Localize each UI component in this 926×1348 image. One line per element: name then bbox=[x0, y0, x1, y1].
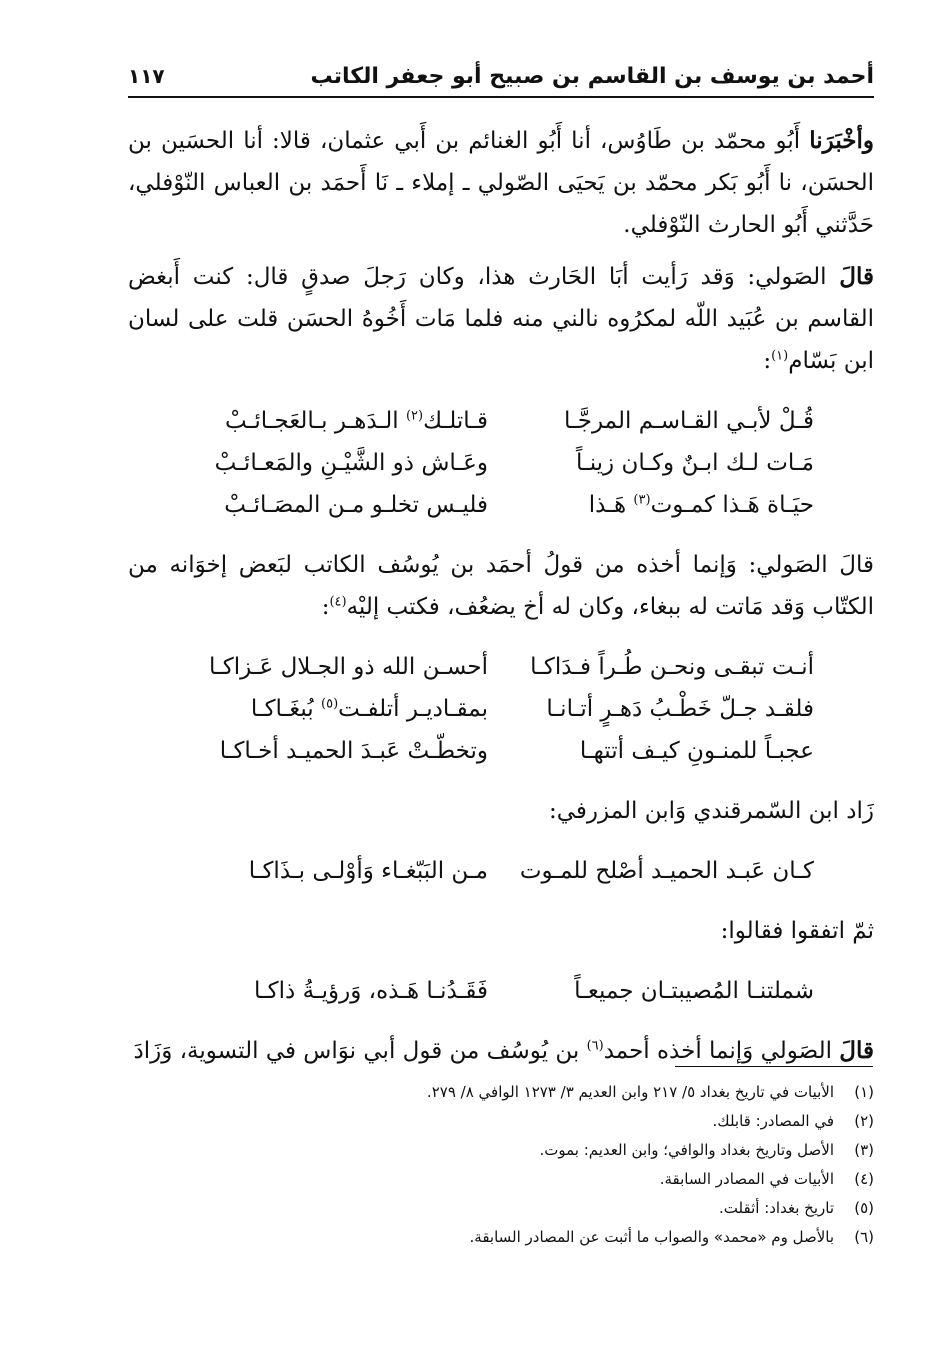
paragraph-text: الصَولي وَإنما أخذه أحمد bbox=[603, 1038, 840, 1064]
paragraph-lead: وأخْبَرَنا bbox=[809, 127, 874, 154]
footnote-ref: (٤) bbox=[329, 594, 347, 610]
page-header bbox=[128, 56, 874, 98]
hemistich-right bbox=[514, 484, 814, 526]
footnote-number: (٣) bbox=[854, 1141, 874, 1159]
footnote-number: (٤) bbox=[854, 1170, 874, 1188]
verse bbox=[128, 442, 874, 484]
hemistich-left bbox=[188, 400, 488, 442]
hemistich-left: أحسـن الله ذو الجـلال عَـزاكـا bbox=[209, 654, 488, 680]
transmission-note-2: ثمّ اتفقوا فقالوا: bbox=[720, 918, 874, 944]
poem-3 bbox=[128, 850, 874, 892]
poem-1 bbox=[128, 400, 874, 526]
footnote-ref: (١) bbox=[771, 348, 789, 364]
verse-text: قـاتلـك bbox=[423, 408, 488, 434]
paragraph-3 bbox=[128, 544, 874, 628]
hemistich-left: فليـس تخلـو مـن المصَـائـبْ bbox=[224, 492, 488, 518]
footnote-text: الأصل وتاريخ بغداد والوافي؛ وابن العديم: بموت. bbox=[539, 1141, 834, 1159]
footnotes bbox=[128, 1078, 874, 1252]
hemistich-left: مـن البَبّغـاء وَأوْلـى بـذَاكـا bbox=[248, 858, 488, 884]
hemistich-left bbox=[188, 688, 488, 730]
hemistich-left: وتخطّـتْ عَبـدَ الحميـد أخـاكـا bbox=[219, 738, 488, 764]
footnote-ref: (٣) bbox=[633, 492, 651, 508]
verse bbox=[128, 400, 874, 442]
footnote-text: الأبيات في المصادر السابقة. bbox=[659, 1170, 834, 1188]
main-text bbox=[128, 120, 874, 1082]
footnote bbox=[128, 1223, 874, 1252]
footnote-text: بالأصل وم «محمد» والصواب ما أثبت عن المصادر السابقة. bbox=[469, 1228, 834, 1246]
paragraph-text: الصَولي: وَقد رَأيت أبَا الحَارث هذا، وكان رَجلَ صدقٍ قال: كنت أَبغض القاسم بن عُبَيد اللّه لمكرُوه نالني منه فلما مَات أَخُوهُ الحسَن قلت على لسان ابن بَسّام bbox=[128, 264, 874, 374]
hemistich-right: أنـت تبقـى ونحـن طُـراً فـدَاكـا bbox=[530, 654, 814, 680]
footnote-text: الأبيات في تاريخ بغداد ٥/ ٢١٧ وابن العديم ٣/ ١٢٧٣ الوافي ٨/ ٢٧٩. bbox=[426, 1083, 834, 1101]
footnote-number: (٦) bbox=[854, 1228, 874, 1246]
hemistich-right: مَـات لـك ابـنٌ وكـان زينـاً bbox=[575, 450, 814, 476]
paragraph-end: : bbox=[321, 594, 330, 620]
hemistich-right: كـان عَبـد الحميـد أصْلح للمـوت bbox=[519, 858, 814, 884]
verse bbox=[128, 484, 874, 526]
footnote bbox=[128, 1136, 874, 1165]
hemistich-left: وعَـاش ذو الشَّيْـنِ والمَعـائـبْ bbox=[214, 450, 488, 476]
poem-2 bbox=[128, 646, 874, 772]
verse bbox=[128, 646, 874, 688]
hemistich-right: عجبـاً للمنـونِ كيـف أتتهـا bbox=[579, 738, 814, 764]
footnote-number: (١) bbox=[854, 1083, 874, 1101]
paragraph-1 bbox=[128, 120, 874, 246]
footnote-number: (٥) bbox=[854, 1199, 874, 1217]
verse-text: حيَـاة هَـذا كمـوت bbox=[650, 492, 814, 518]
page-number: ١١٧ bbox=[128, 64, 165, 88]
verse-text: بُبغَـاكـا bbox=[250, 696, 322, 722]
verse-text: هَـذا bbox=[588, 492, 634, 518]
footnote-ref: (٥) bbox=[321, 696, 339, 712]
verse bbox=[128, 850, 874, 892]
paragraph-lead: قالَ bbox=[839, 1037, 874, 1064]
footnote-separator bbox=[675, 1066, 873, 1067]
footnote bbox=[128, 1194, 874, 1223]
paragraph-text: أَبُو محمّد بن طَاوُس، أنا أَبُو الغنائم بن أَبي عثمان، قالا: أنا الحسَين بن الحسَن، نا أَبُو بَكر محمّد بن يَحيَى الصّولي ـ إملاء ـ نَا أَحمَد بن العباس النّوْفلي، حَدَّثني أَبُو الحارث النّوْفلي. bbox=[128, 128, 874, 238]
verse-text: الـدَهـر بـالعَجـائـبْ bbox=[225, 408, 406, 434]
paragraph-text: بن يُوسُف من قول أبي نوَاس في التسوية، وَزَادَ bbox=[133, 1038, 587, 1064]
paragraph-lead: قالَ bbox=[839, 263, 874, 290]
footnote bbox=[128, 1107, 874, 1136]
hemistich-right: فلقـد جـلّ خَطْـبُ دَهـرٍ أتـانـا bbox=[546, 696, 814, 722]
footnote-ref: (٦) bbox=[586, 1038, 604, 1054]
footnote-ref: (٢) bbox=[405, 408, 424, 424]
running-title: أحمد بن يوسف بن القاسم بن صبيح أبو جعفر الكاتب bbox=[310, 63, 874, 89]
paragraph-2 bbox=[128, 256, 874, 382]
paragraph-end: : bbox=[763, 348, 772, 374]
footnote-text: في المصادر: قابلك. bbox=[712, 1112, 834, 1130]
verse-text: بمقـاديـر أتلفـت bbox=[338, 696, 488, 722]
transmission-note-1: زَاد ابن السّمرقندي وَابن المزرفي: bbox=[548, 798, 874, 824]
footnote bbox=[128, 1165, 874, 1194]
paragraph-text: قالَ الصَولي: وَإنما أخذه من قولُ أحمَد بن يُوسُف الكاتب لبَعض إخوَانه من الكتّاب وَقد مَاتت له ببغاء، وكان له أخ يضعُف، فكتب إليْه bbox=[128, 552, 874, 620]
verse bbox=[128, 730, 874, 772]
hemistich-right: شملتنـا المُصيبتـان جميعـاً bbox=[574, 978, 814, 1004]
footnote bbox=[128, 1078, 874, 1107]
poem-4 bbox=[128, 970, 874, 1012]
footnote-text: تاريخ بغداد: أثقلت. bbox=[719, 1199, 834, 1217]
hemistich-right: قُـلْ لأبـي القـاسـم المرجَّـا bbox=[564, 408, 814, 434]
footnote-number: (٢) bbox=[854, 1112, 874, 1130]
verse bbox=[128, 970, 874, 1012]
hemistich-left: فَقَـدُنـا هَـذه، وَرؤيـةُ ذاكـا bbox=[253, 978, 488, 1004]
verse bbox=[128, 688, 874, 730]
